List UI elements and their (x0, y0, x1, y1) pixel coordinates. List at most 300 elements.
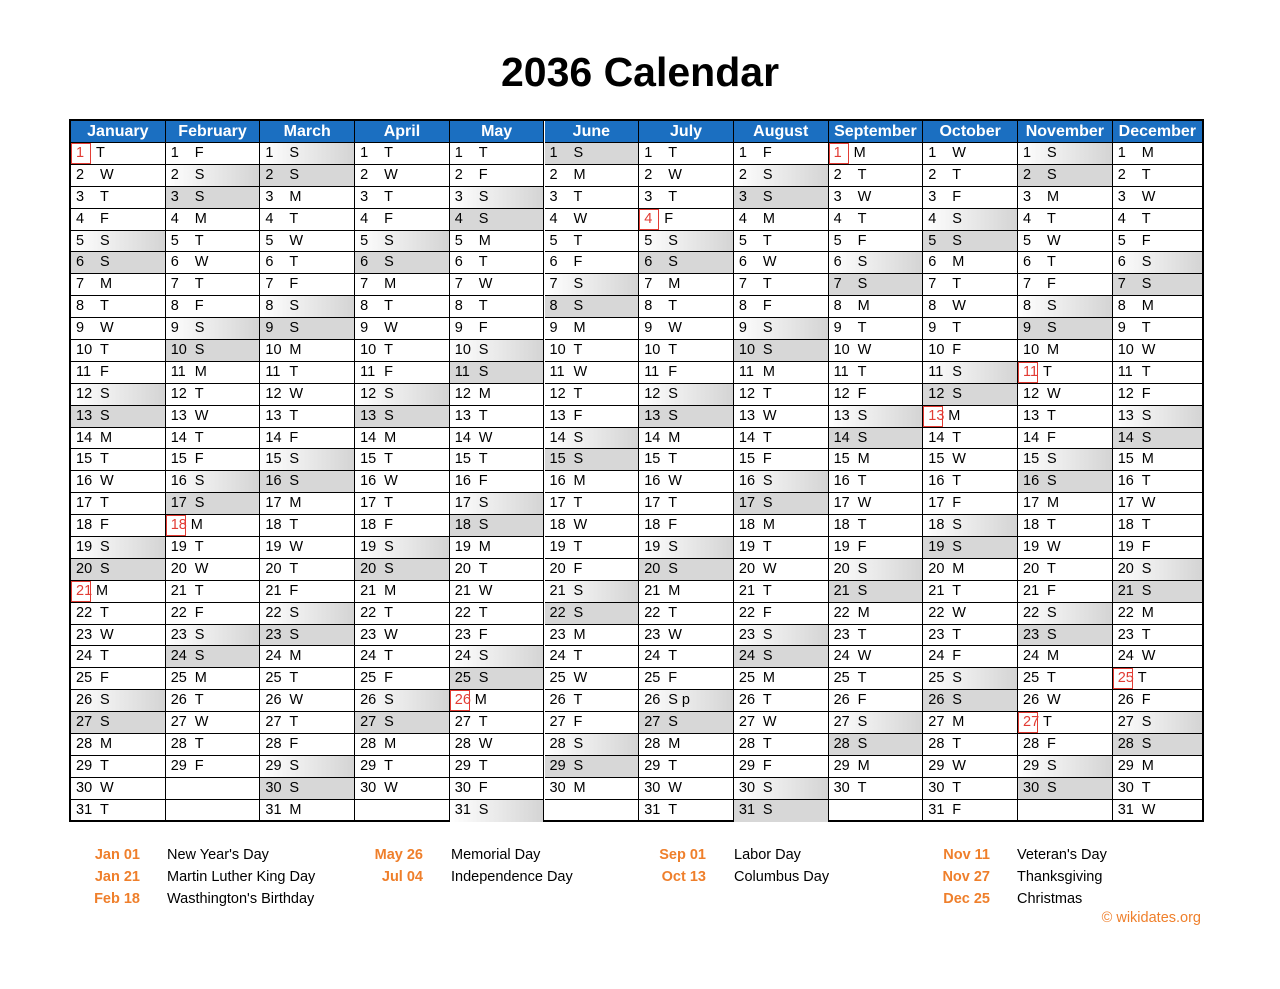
day-number: 4 (639, 209, 659, 230)
day-cell (639, 690, 733, 712)
day-cell (923, 143, 1017, 165)
weekday-letter: S (194, 495, 205, 512)
day-number: 29 (454, 757, 471, 774)
weekday-letter: T (952, 736, 962, 753)
day-number: 10 (549, 342, 566, 359)
weekday-letter: M (478, 385, 491, 402)
day-number: 6 (170, 254, 179, 271)
day-number: 22 (1023, 604, 1040, 621)
day-number: 11 (170, 363, 186, 380)
day-cell (639, 384, 733, 406)
weekday-letter: S (289, 166, 300, 183)
holiday-name: Labor Day (734, 847, 801, 863)
day-cell (450, 187, 544, 209)
weekday-letter: W (1141, 342, 1156, 359)
day-cell (71, 406, 165, 428)
day-cell (1113, 515, 1202, 537)
weekday-letter: T (762, 582, 772, 599)
day-number: 8 (265, 298, 274, 315)
day-cell (450, 800, 544, 822)
day-number: 22 (833, 604, 850, 621)
day-number: 3 (1023, 188, 1032, 205)
weekday-letter: M (1141, 604, 1154, 621)
weekday-letter: T (573, 232, 583, 249)
day-cell (639, 187, 733, 209)
day-number: 1 (454, 145, 463, 161)
day-cell (450, 296, 544, 318)
day-number: 14 (1117, 429, 1134, 446)
day-number: 25 (360, 670, 377, 687)
day-cell (545, 384, 639, 406)
day-cell (734, 143, 828, 165)
day-number: 30 (833, 779, 850, 796)
day-cell (923, 274, 1017, 296)
weekday-letter: M (194, 210, 207, 227)
day-number: 21 (833, 582, 850, 599)
day-number: 4 (738, 210, 747, 227)
day-number: 2 (549, 166, 558, 183)
weekday-letter: F (384, 363, 393, 380)
day-cell (166, 471, 260, 493)
day-number: 6 (928, 254, 937, 271)
day-number: 12 (170, 385, 187, 402)
day-cell (450, 406, 544, 428)
holiday-date: Oct 13 (661, 869, 706, 885)
weekday-letter: F (1047, 736, 1056, 753)
day-number: 27 (928, 714, 945, 731)
day-cell (260, 734, 354, 756)
day-cell (545, 362, 639, 384)
weekday-letter: T (668, 604, 678, 621)
day-cell (829, 187, 923, 209)
day-number: 13 (923, 406, 943, 427)
weekday-letter: M (96, 582, 109, 599)
day-cell (450, 471, 544, 493)
day-cell (355, 537, 449, 559)
day-cell (829, 690, 923, 712)
day-number: 16 (833, 473, 850, 490)
weekday-letter: M (1141, 451, 1154, 468)
day-number: 2 (360, 166, 369, 183)
day-cell (71, 209, 165, 231)
holiday-name: New Year's Day (167, 847, 269, 863)
month-column-may (450, 121, 545, 820)
day-cell (639, 471, 733, 493)
day-cell (71, 274, 165, 296)
day-number: 20 (454, 560, 471, 577)
day-cell (545, 187, 639, 209)
weekday-letter: S (478, 363, 489, 380)
day-number: 29 (549, 757, 566, 774)
day-cell (450, 756, 544, 778)
day-number: 11 (928, 363, 944, 380)
day-number: 13 (454, 407, 471, 424)
day-cell (829, 428, 923, 450)
weekday-letter: S (1141, 407, 1152, 424)
weekday-letter: W (1141, 188, 1156, 205)
day-number: 13 (76, 407, 93, 424)
day-cell (260, 187, 354, 209)
weekday-letter: T (100, 188, 109, 205)
weekday-letter: W (952, 451, 966, 468)
day-cell (1018, 493, 1112, 515)
weekday-letter: F (1141, 539, 1151, 556)
day-number: 26 (170, 692, 187, 709)
weekday-letter: S (952, 363, 962, 380)
weekday-letter: F (857, 539, 867, 556)
day-number: 17 (738, 495, 756, 512)
weekday-letter: W (194, 407, 209, 424)
day-number: 15 (833, 451, 850, 468)
weekday-letter: S (289, 473, 300, 490)
holiday-date: May 26 (374, 847, 423, 863)
day-cell (260, 362, 354, 384)
weekday-letter: T (1047, 517, 1056, 534)
day-cell (829, 165, 923, 187)
weekday-letter: T (1047, 407, 1056, 424)
weekday-letter: M (952, 714, 965, 731)
weekday-letter: M (857, 604, 870, 621)
day-number: 10 (928, 342, 945, 359)
weekday-letter: T (857, 473, 867, 490)
weekday-letter: W (668, 320, 682, 337)
day-number: 15 (360, 451, 377, 468)
weekday-letter: F (668, 670, 678, 687)
day-cell (923, 668, 1017, 690)
day-number: 17 (1023, 495, 1040, 512)
weekday-letter: S (573, 298, 584, 315)
day-number: 23 (170, 626, 187, 643)
day-number: 8 (170, 298, 179, 315)
weekday-letter: W (100, 320, 114, 337)
weekday-letter: T (668, 495, 678, 512)
day-number: 27 (738, 714, 756, 731)
day-number: 21 (549, 582, 566, 599)
day-number: 16 (454, 473, 471, 490)
day-cell (450, 428, 544, 450)
day-number: 26 (450, 690, 470, 711)
weekday-letter: F (478, 320, 488, 337)
month-column-august (734, 121, 829, 820)
day-number: 22 (76, 604, 93, 621)
weekday-letter: S (668, 232, 678, 249)
day-cell (166, 274, 260, 296)
day-cell (166, 668, 260, 690)
day-number: 19 (928, 539, 945, 556)
weekday-letter: W (100, 626, 114, 643)
weekday-letter: W (952, 757, 966, 774)
day-number: 9 (928, 320, 937, 337)
weekday-letter: W (573, 670, 588, 687)
day-number: 5 (1117, 232, 1126, 249)
day-number: 5 (549, 232, 558, 249)
day-number: 23 (549, 626, 566, 643)
weekday-letter: T (289, 210, 299, 227)
day-cell (260, 756, 354, 778)
day-cell (734, 778, 828, 800)
day-cell (1018, 625, 1112, 647)
day-number: 9 (738, 320, 747, 337)
weekday-letter: F (194, 604, 204, 621)
day-number: 28 (833, 736, 850, 753)
day-number: 31 (1117, 801, 1134, 818)
day-cell (355, 165, 449, 187)
day-cell (71, 515, 165, 537)
day-number: 25 (833, 670, 850, 687)
weekday-letter: M (1141, 145, 1154, 161)
weekday-letter: W (1047, 232, 1061, 249)
weekday-letter: T (384, 298, 393, 315)
day-number: 23 (738, 626, 756, 643)
month-header: September (829, 121, 923, 143)
weekday-letter: M (1047, 495, 1060, 512)
weekday-letter: M (857, 298, 870, 315)
day-number: 6 (549, 254, 558, 271)
day-number: 3 (549, 188, 558, 205)
day-cell (450, 537, 544, 559)
day-cell (545, 143, 639, 165)
day-number: 14 (170, 429, 187, 446)
day-cell (1113, 428, 1202, 450)
day-cell (1113, 646, 1202, 668)
weekday-letter: M (474, 692, 487, 709)
day-number: 24 (360, 648, 377, 665)
day-cell (923, 165, 1017, 187)
day-number: 20 (1023, 560, 1040, 577)
weekday-letter: S (573, 757, 584, 774)
day-number: 19 (738, 539, 756, 556)
day-number: 27 (170, 714, 187, 731)
day-cell (923, 559, 1017, 581)
day-cell (829, 603, 923, 625)
weekday-letter: S (194, 342, 205, 359)
day-number: 17 (833, 495, 850, 512)
day-cell (734, 668, 828, 690)
day-cell (71, 318, 165, 340)
day-number: 10 (170, 342, 187, 359)
day-cell (639, 756, 733, 778)
day-number: 21 (738, 582, 756, 599)
weekday-letter: S (194, 648, 205, 665)
day-cell (545, 668, 639, 690)
weekday-letter: M (668, 736, 681, 753)
weekday-letter: S (573, 604, 584, 621)
day-number: 7 (454, 276, 463, 293)
day-number: 19 (644, 539, 661, 556)
weekday-letter: T (1141, 473, 1151, 490)
day-number: 6 (833, 254, 842, 271)
day-number: 10 (1023, 342, 1040, 359)
day-cell (545, 318, 639, 340)
day-number: 19 (1117, 539, 1134, 556)
day-number: 14 (265, 429, 282, 446)
day-number: 2 (644, 166, 653, 183)
day-cell (260, 209, 354, 231)
weekday-letter: T (96, 145, 105, 161)
day-number: 21 (265, 582, 282, 599)
day-cell (829, 362, 923, 384)
day-number: 7 (928, 276, 937, 293)
day-number: 13 (360, 407, 377, 424)
weekday-letter: M (100, 276, 113, 293)
day-cell (450, 493, 544, 515)
day-number: 6 (265, 254, 274, 271)
day-cell (1018, 143, 1112, 165)
weekday-letter: W (100, 166, 114, 183)
day-number: 17 (1117, 495, 1134, 512)
day-cell (166, 734, 260, 756)
day-number: 26 (644, 692, 661, 709)
day-number: 21 (1117, 582, 1134, 599)
day-cell (450, 581, 544, 603)
weekday-letter: F (100, 670, 109, 687)
day-cell (1113, 734, 1202, 756)
day-cell (734, 690, 828, 712)
day-cell (71, 581, 165, 603)
day-cell (923, 384, 1017, 406)
holiday-name: Martin Luther King Day (167, 869, 316, 885)
weekday-letter: S (384, 539, 394, 556)
day-number: 27 (454, 714, 471, 731)
weekday-letter: T (384, 145, 393, 161)
weekday-letter: T (762, 736, 772, 753)
day-number: 1 (738, 145, 747, 161)
weekday-letter: F (1047, 276, 1056, 293)
weekday-letter: S (573, 451, 584, 468)
day-number: 3 (738, 188, 747, 205)
weekday-letter: W (668, 779, 682, 796)
weekday-letter: M (384, 582, 397, 599)
weekday-letter: F (762, 451, 772, 468)
day-number: 17 (549, 495, 566, 512)
day-cell (923, 209, 1017, 231)
day-cell (545, 712, 639, 734)
day-cell (545, 209, 639, 231)
weekday-letter: F (952, 801, 962, 818)
day-cell (166, 646, 260, 668)
weekday-letter: F (478, 473, 488, 490)
weekday-letter: F (100, 210, 109, 227)
weekday-letter: S (289, 757, 300, 774)
day-number: 23 (928, 626, 945, 643)
day-number: 5 (833, 232, 842, 249)
day-cell (1018, 209, 1112, 231)
day-number: 19 (360, 539, 377, 556)
weekday-letter: W (857, 495, 872, 512)
day-number: 7 (1023, 276, 1032, 293)
weekday-letter: T (668, 757, 678, 774)
weekday-letter: S (1141, 429, 1152, 446)
day-cell (829, 581, 923, 603)
day-number: 2 (76, 166, 85, 183)
day-cell (166, 581, 260, 603)
day-number: 24 (549, 648, 566, 665)
day-number: 3 (360, 188, 369, 205)
day-number: 22 (928, 604, 945, 621)
day-cell (923, 362, 1017, 384)
weekday-letter: M (478, 232, 491, 249)
day-cell (829, 231, 923, 253)
day-cell (260, 231, 354, 253)
day-cell (166, 296, 260, 318)
day-cell (355, 449, 449, 471)
day-cell (260, 406, 354, 428)
day-number: 26 (738, 692, 756, 709)
day-cell (355, 471, 449, 493)
weekday-letter: T (857, 779, 867, 796)
weekday-letter: S (194, 320, 205, 337)
day-cell (639, 274, 733, 296)
weekday-letter: W (478, 736, 493, 753)
day-number: 27 (1117, 714, 1134, 731)
day-number: 17 (170, 495, 187, 512)
day-cell (355, 493, 449, 515)
day-number: 15 (170, 451, 187, 468)
day-cell (355, 384, 449, 406)
day-number: 20 (170, 560, 187, 577)
day-number: 16 (928, 473, 945, 490)
day-cell (71, 296, 165, 318)
day-cell (260, 668, 354, 690)
day-number: 16 (360, 473, 377, 490)
weekday-letter: T (100, 757, 109, 774)
weekday-letter: S (857, 429, 868, 446)
day-cell (71, 362, 165, 384)
day-cell (260, 800, 354, 822)
day-number: 13 (265, 407, 282, 424)
day-number: 18 (644, 517, 661, 534)
weekday-letter: W (478, 276, 493, 293)
day-cell (71, 428, 165, 450)
day-cell (1018, 252, 1112, 274)
weekday-letter: T (1141, 517, 1151, 534)
day-number: 9 (454, 320, 463, 337)
day-cell (923, 581, 1017, 603)
day-number: 26 (360, 692, 377, 709)
day-number: 30 (265, 779, 282, 796)
weekday-letter: M (573, 779, 586, 796)
day-cell (166, 515, 260, 537)
day-number: 6 (76, 254, 85, 271)
day-number: 13 (1023, 407, 1040, 424)
day-cell (71, 384, 165, 406)
weekday-letter: S (573, 145, 584, 161)
day-cell (450, 625, 544, 647)
day-cell (355, 712, 449, 734)
day-cell (355, 143, 449, 165)
weekday-letter: M (762, 363, 775, 380)
day-cell (355, 274, 449, 296)
weekday-letter: S (478, 801, 489, 818)
weekday-letter: T (289, 254, 299, 271)
weekday-letter: T (762, 539, 772, 556)
weekday-letter: S (668, 385, 678, 402)
day-cell (639, 165, 733, 187)
day-number: 19 (454, 539, 471, 556)
weekday-letter: F (289, 429, 299, 446)
day-number: 21 (170, 582, 187, 599)
day-number: 26 (549, 692, 566, 709)
day-cell (260, 428, 354, 450)
weekday-letter: W (384, 473, 398, 490)
weekday-letter: M (1047, 342, 1060, 359)
day-number: 3 (170, 188, 179, 205)
day-cell (71, 625, 165, 647)
day-cell (1018, 187, 1112, 209)
month-column-september (829, 121, 924, 820)
weekday-letter: W (762, 560, 777, 577)
day-number: 11 (549, 363, 565, 380)
